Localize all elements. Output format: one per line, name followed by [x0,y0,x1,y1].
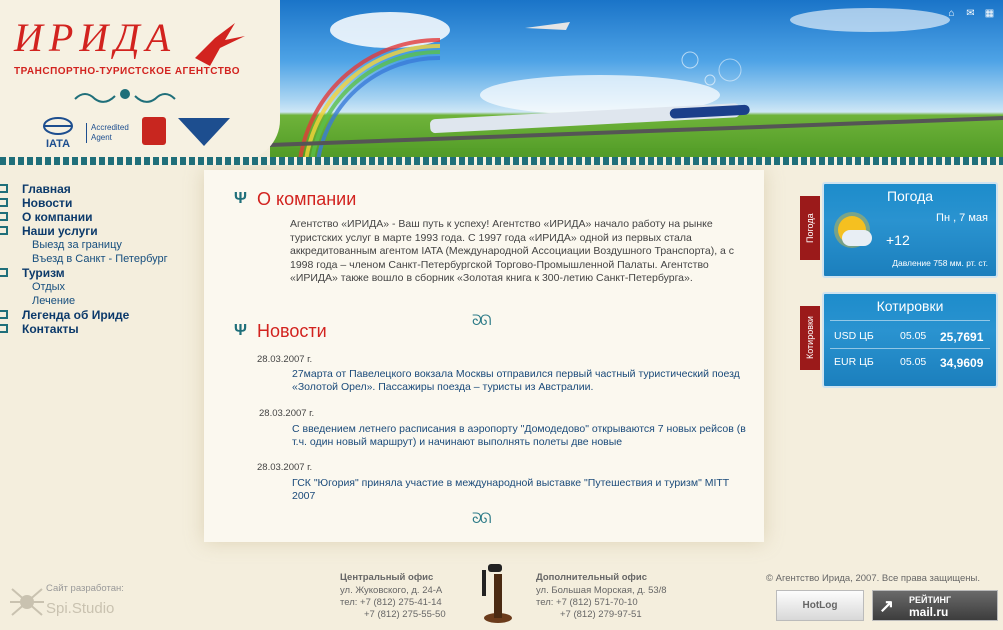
weather-pressure: Давление 758 мм. рт. ст. [892,258,988,268]
nav-item-legend[interactable]: Легенда об Ириде [0,308,200,322]
accredited-agent-label: Accredited Agent [86,123,127,143]
central-office-phone-2: +7 (812) 275-55-50 [364,609,446,620]
weather-tab[interactable]: Погода [800,196,820,260]
logo-title[interactable]: ИРИДА [14,15,177,60]
extra-office-address: ул. Большая Морская, д. 53/8 [536,585,667,596]
arrow-icon: ↗ [879,596,895,616]
extra-office-phone: тел: +7 (812) 571-70-10 [536,597,638,608]
developer-label: Сайт разработан: [46,583,124,594]
nav-item-tourism[interactable]: Туризм [0,266,200,280]
nav-item-news[interactable]: Новости [0,196,200,210]
rating-name: mail.ru [909,605,949,619]
about-text: Агентство «ИРИДА» - Ваш путь к успеху! Агентство «ИРИДА» начало работу на рынке туристских услуг в марте 1993 года. С 1997 года «ИРИДА» одной из первых стала аккредитованным агентом IATA (Международной Ассоциации Воздушного Транспорта), а с 1998 года – членом Санкт-Петербургской Торгово-Промышленной Палаты. Агентство «ИРИДА» также вошло в сборник «Золотая книга к 300-летию Санкт-Петербурга». [290,218,735,284]
logo-area [0,0,280,160]
divider-ornament-icon: ᘐᘏ [472,510,490,526]
weather-title: Погода [886,188,934,204]
ornament-icon [70,84,180,106]
nav-item-home[interactable]: Главная [0,182,200,196]
about-title: О компании [257,189,357,209]
greek-key-icon [0,268,8,277]
extra-office-phone-2: +7 (812) 279-97-51 [560,609,642,620]
greek-key-icon [0,198,8,207]
news-title: Новости [257,321,327,341]
central-office-phone: тел: +7 (812) 275-41-14 [340,597,442,608]
psi-icon: Ψ [234,322,247,339]
weather-date: Пн , 7 мая [936,212,988,224]
news-item-link[interactable]: 27марта от Павелецкого вокзала Москвы отправился первый частный туристический поезд «Золотой Орел». Пассажиры поезда – туристы из Австралии. [292,368,740,393]
rates-divider [830,348,990,349]
nav-subitem-rest[interactable]: Отдых [32,281,66,293]
header [0,0,1003,160]
nav-subitem-treatment[interactable]: Лечение [32,295,76,307]
nav-item-contacts[interactable]: Контакты [0,322,200,336]
news-date: 28.03.2007 г. [257,354,313,365]
rate-row-eur: EUR ЦБ 05.05 34,9609 [834,356,984,370]
greek-key-icon [0,212,8,221]
chamber-of-commerce-emblem-icon [142,117,166,145]
central-office-address: ул. Жуковского, д. 24-А [340,585,443,596]
greek-key-icon [0,310,8,319]
nav-item-about[interactable]: О компании [0,210,200,224]
nav-item-services[interactable]: Наши услуги [0,224,200,238]
divider-ornament-icon: ᘐᘏ [472,312,490,328]
news-date: 28.03.2007 г. [257,462,313,473]
news-item-link[interactable]: ГСК "Югория" приняла участие в международной выставке "Путешествия и туризм" MITT 2007 [292,477,730,502]
mail-icon[interactable]: ✉ [966,8,975,19]
home-icon[interactable]: ⌂ [948,8,955,19]
rates-tab[interactable]: Котировки [800,306,820,370]
cloud-icon [842,230,872,246]
main-navigation [0,182,200,336]
spider-logo-icon [10,585,44,619]
winged-figure-logo-icon [190,18,250,68]
logo-subtitle: ТРАНСПОРТНО-ТУРИСТСКОЕ АГЕНТСТВО [14,66,241,77]
rating-label: РЕЙТИНГ [909,595,952,605]
globe-icon [34,117,82,135]
copyright: © Агентство Ирида, 2007. Все права защищены. [766,573,980,584]
banner-illustration [270,0,1003,160]
header-icon-bar [946,8,995,19]
greek-key-icon [0,324,8,333]
iata-label: IATA [45,138,71,150]
greek-key-icon [0,226,8,235]
weather-temperature: +12 [886,232,910,248]
nav-subitem-travel-abroad[interactable]: Выезд за границу [32,239,122,251]
association-emblem-icon [178,118,230,146]
greek-key-border [0,157,1003,165]
central-office-title: Центральный офис [340,572,434,583]
sitemap-icon[interactable]: ▦ [984,8,995,19]
vintage-telephone-icon [478,556,518,624]
nav-subitem-entry-spb[interactable]: Въезд в Санкт - Петербург [32,253,168,265]
weather-widget [822,182,998,278]
rate-row-usd: USD ЦБ 05.05 25,7691 [834,330,984,344]
rates-widget [822,292,998,388]
rates-divider [830,320,990,321]
psi-icon: Ψ [234,190,247,207]
hotlog-counter[interactable]: HotLog [776,590,864,621]
extra-office-title: Дополнительный офис [536,572,647,583]
mailru-rating-counter[interactable] [872,590,998,621]
main-content [204,170,764,542]
developer-link[interactable]: Spi.Studio [46,600,115,617]
news-item-link[interactable]: С введением летнего расписания в аэропорту "Домодедово" открываются 7 новых рейсов (в т.ч. один новый маршрут) и начинают выполнять полеты две новые [292,423,746,448]
greek-key-icon [0,184,8,193]
rates-title: Котировки [876,298,944,314]
iata-badge [34,117,82,149]
news-date: 28.03.2007 г. [259,408,315,419]
header-banner [270,0,1003,160]
